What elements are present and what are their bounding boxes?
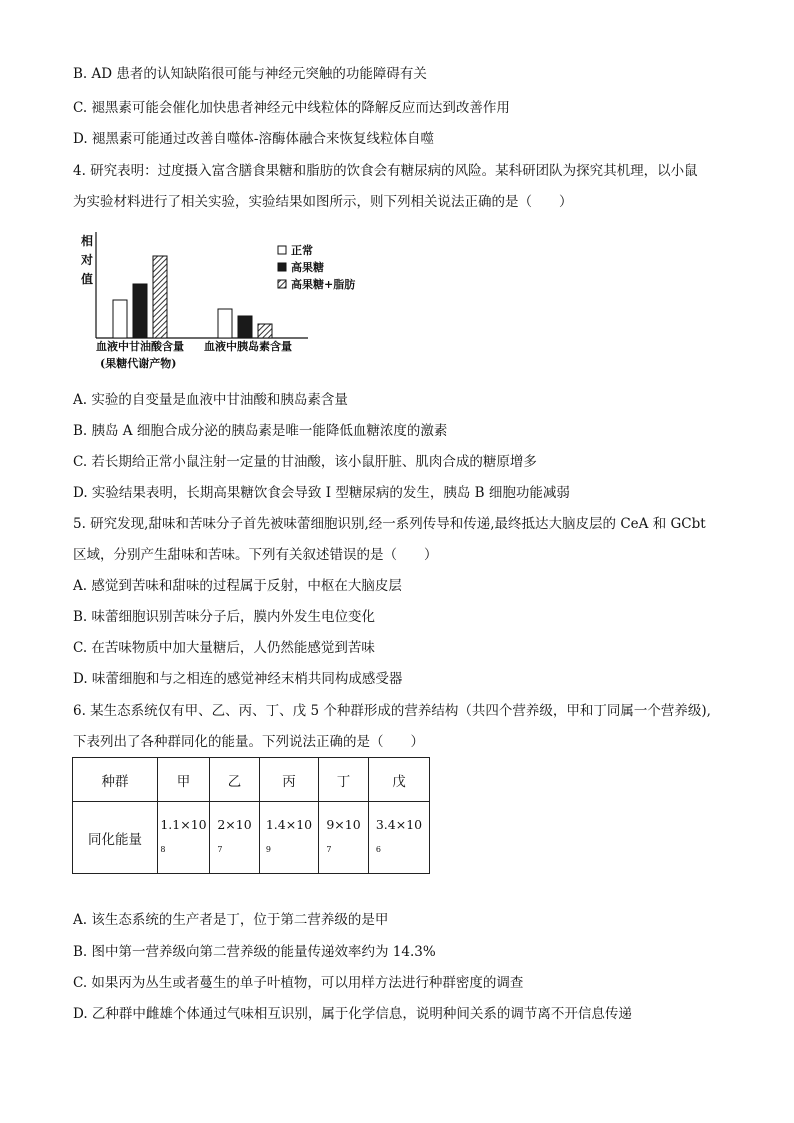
energy-mantissa: 9×10 [326,817,361,833]
table-row [73,802,430,874]
bar-2-series-2 [238,316,252,338]
q5-stem-line1: 5. 研究发现,甜味和苦味分子首先被味蕾细胞识别,经一系列传导和传递,最终抵达大脑皮层的 CeA 和 GCbt [73,516,706,532]
legend-label-1: 正常 [291,244,313,257]
q3-option-b: B. AD 患者的认知缺陷很可能与神经元突触的功能障碍有关 [73,66,427,82]
q5-option-c: C. 在苦味物质中加大量糖后，人仍然能感觉到苦味 [73,640,375,656]
bar-1-series-2 [133,284,147,338]
q3-option-d: D. 褪黑素可能通过改善自噬体-溶酶体融合来恢复线粒体自噬 [73,131,434,147]
table-header-cell: 甲 [158,758,210,802]
q4-option-d: D. 实验结果表明，长期高果糖饮食会导致 I 型糖尿病的发生，胰岛 B 细胞功能减弱 [73,485,570,501]
y-label-1: 相 [81,234,94,248]
q6-option-b: B. 图中第一营养级向第二营养级的能量传递效率约为 14.3% [73,944,436,960]
x-category-sublabel-1: (果糖代谢产物) [100,357,177,370]
bar-chart [72,228,372,378]
table-header-row [73,758,430,802]
q4-option-a: A. 实验的自变量是血液中甘油酸和胰岛素含量 [73,392,348,408]
energy-exponent: 7 [326,844,332,854]
energy-mantissa: 1.4×10 [265,817,313,833]
q6-option-d: D. 乙种群中雌雄个体通过气味相互识别，属于化学信息，说明种间关系的调节离不开信息传递 [73,1006,632,1022]
table-row-label: 同化能量 [73,802,158,874]
table-cell [369,802,430,874]
legend-swatch-1 [278,246,286,254]
table-header-cell: 丙 [260,758,319,802]
y-label-2: 对 [81,253,94,267]
q5-option-a: A. 感觉到苦味和甜味的过程属于反射，中枢在大脑皮层 [73,578,402,594]
legend-swatch-2 [278,263,286,271]
legend-label-3: 高果糖+脂肪 [291,278,356,291]
bar-1-series-3 [153,256,167,338]
table-header-cell: 丁 [319,758,369,802]
q4-stem-line2: 为实验材料进行了相关实验，实验结果如图所示，则下列相关说法正确的是（ ） [73,194,573,210]
q4-option-b: B. 胰岛 A 细胞合成分泌的胰岛素是唯一能降低血糖浓度的激素 [73,423,448,439]
table-cell [319,802,369,874]
q4-option-c: C. 若长期给正常小鼠注射一定量的甘油酸，该小鼠肝脏、肌肉合成的糖原增多 [73,454,537,470]
q5-option-d: D. 味蕾细胞和与之相连的感觉神经末梢共同构成感受器 [73,671,403,687]
table-header-cell: 戊 [369,758,430,802]
table-cell [210,802,260,874]
legend-label-2: 高果糖 [291,261,324,274]
x-category-label-2: 血液中胰岛素含量 [204,340,292,353]
table-cell [260,802,319,874]
q5-option-b: B. 味蕾细胞识别苦味分子后，膜内外发生电位变化 [73,609,376,625]
energy-mantissa: 2×10 [217,817,252,833]
q4-stem-line1: 4. 研究表明：过度摄入富含膳食果糖和脂肪的饮食会有糖尿病的风险。某科研团队为探究其机理，以小鼠 [73,163,698,179]
energy-mantissa: 3.4×10 [375,817,423,833]
q6-option-a: A. 该生态系统的生产者是丁，位于第二营养级的是甲 [73,912,389,928]
bar-2-series-3 [258,324,272,338]
y-label-3: 值 [81,272,94,286]
table-header-label: 种群 [73,758,158,802]
energy-mantissa: 1.1×10 [160,817,207,833]
q6-stem-line1: 6. 某生态系统仅有甲、乙、丙、丁、戊 5 个种群形成的营养结构（共四个营养级，甲和丁同属一个营养级), [73,703,711,719]
energy-exponent: 6 [375,844,381,854]
table-header-cell: 乙 [210,758,260,802]
q3-option-c: C. 褪黑素可能会催化加快患者神经元中线粒体的降解反应而达到改善作用 [73,100,510,116]
energy-exponent: 8 [160,844,166,854]
q5-stem-line2: 区域，分别产生甜味和苦味。下列有关叙述错误的是（ ） [73,547,438,563]
legend-swatch-3 [278,280,286,288]
energy-table [72,757,430,874]
table-cell [158,802,210,874]
energy-exponent: 9 [265,844,271,854]
bar-1-series-1 [113,300,127,338]
x-category-label-1: 血液中甘油酸含量 [96,340,184,353]
bar-2-series-1 [218,309,232,338]
q6-option-c: C. 如果丙为丛生或者蔓生的单子叶植物，可以用样方法进行种群密度的调查 [73,975,524,991]
energy-exponent: 7 [217,844,223,854]
q6-stem-line2: 下表列出了各种群同化的能量。下列说法正确的是（ ） [73,734,424,750]
